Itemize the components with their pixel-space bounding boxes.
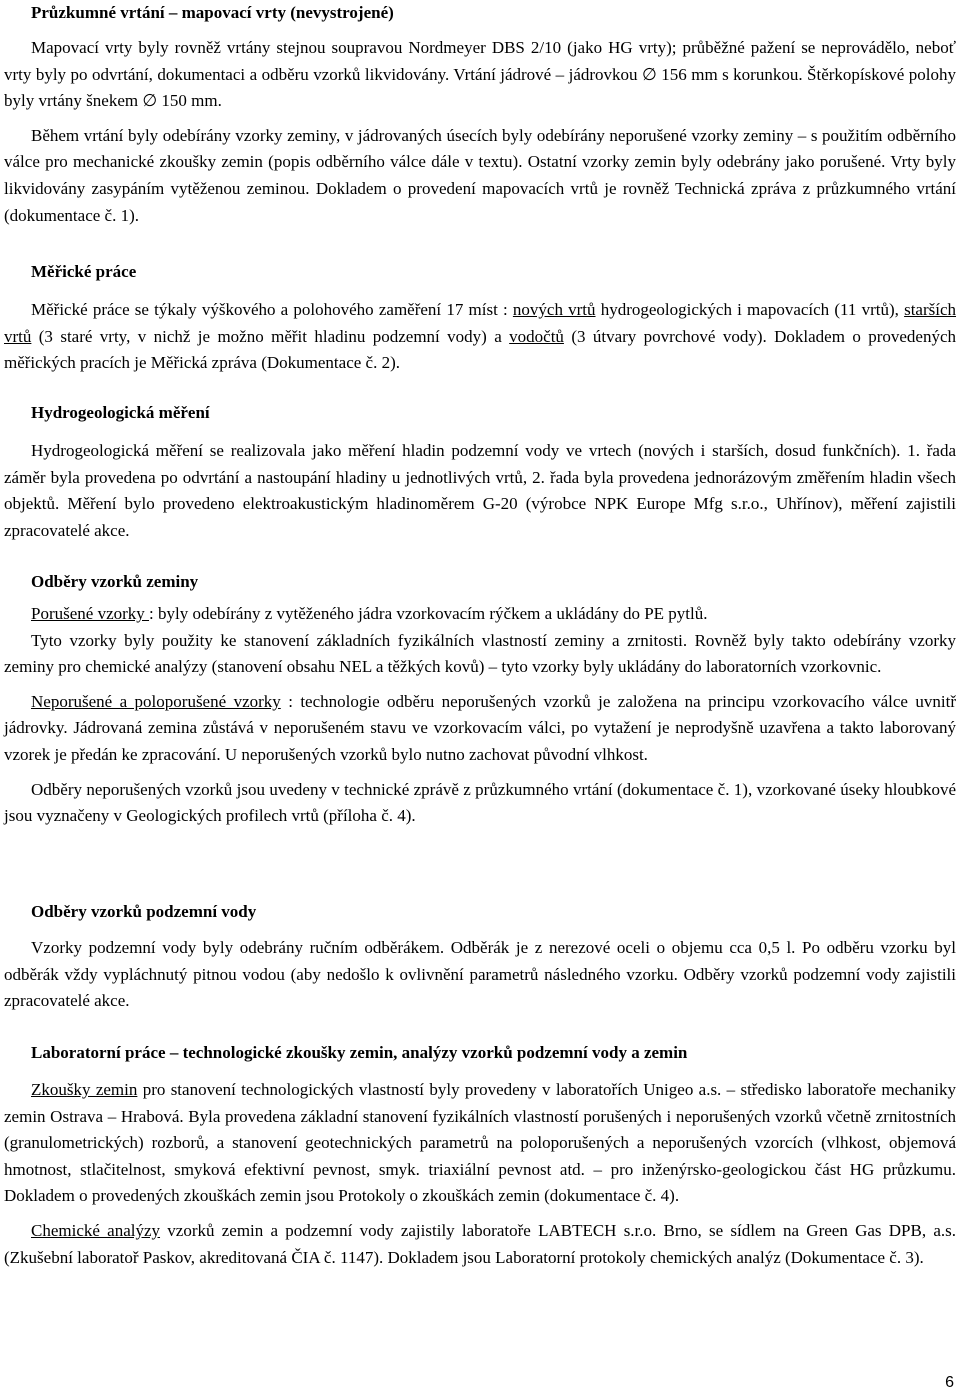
paragraph xyxy=(4,1218,956,1271)
section-body-groundwater-sampling xyxy=(4,935,956,1015)
text-run: Měřické práce se týkaly výškového a polohového zaměření 17 míst : xyxy=(31,300,513,319)
paragraph: Mapovací vrty byly rovněž vrtány stejnou soupravou Nordmeyer DBS 2/10 (jako HG vrty); průběžné pažení se neprovádělo, neboť vrty byly po odvrtání, dokumentaci a odběru vzorků likvidovány. Vrtání jádrové – jádrovkou ∅ 156 mm s korunkou. Štěrkopískové polohy byly vrtány šnekem ∅ 150 mm. xyxy=(4,38,956,111)
underlined-term: vodočtů xyxy=(509,326,564,346)
section-title-laboratory-work: Laboratorní práce – technologické zkoušky zemin, analýzy vzorků podzemní vody a zemin xyxy=(31,1043,688,1062)
section-body-soil-sampling xyxy=(4,601,956,830)
underlined-term: starších vrtů xyxy=(4,300,957,346)
underlined-term: Chemické analýzy xyxy=(31,1220,161,1240)
section-body-survey-works xyxy=(4,297,956,377)
text-run: vzorků zemin a podzemní vody zajistily laboratoře LABTECH s.r.o. Brno, se sídlem na Green Gas DPB, a.s. (Zkušební laboratoř Paskov, akreditovaná ČIA č. 1147). Dokladem jsou Laboratorní protokoly chemických analýz (Dokumentace č. 3). xyxy=(4,1220,956,1267)
section-title-survey-works: Měřické práce xyxy=(31,262,137,281)
underlined-term: Zkoušky zemin xyxy=(31,1080,138,1099)
section-body-laboratory-work xyxy=(4,1077,956,1271)
underlined-term: Neporušené a poloporušené vzorky xyxy=(31,691,281,711)
text-run: hydrogeologických i mapovacích (11 vrtů), xyxy=(595,300,905,319)
text-run: pro stanovení technologických vlastností byly provedeny v laboratořích Unigeo a.s. – středisko laboratoře mechaniky zemin Ostrava – Hrabová. Byla provedena základní stanovení fyzikálních vlastností porušených i neporušených vzorků včetně zrnitostních (granulometrických) rozborů, a stanovení geotechnických parametrů na poloporušených a neporušených vzorcích (vlhkost, objemová hmotnost, stlačitelnost, smyková efektivní pevnost, smyk. triaxiální pevnost atd. – pro inženýrsko-geologickou část HG průzkumu. Dokladem o provedených zkouškách zemin jsou Protokoly o zkouškách zemin (dokumentace č. 4). xyxy=(4,1080,956,1206)
section-body-mapping-boreholes xyxy=(4,35,956,229)
paragraph: Vzorky podzemní vody byly odebrány ručním odběrákem. Odběrák je z nerezové oceli o objemu cca 0,5 l. Po odběru vzorku byl odběrák vždy vypláchnutý pitnou vodou (aby nedošlo k ovlivnění parametrů následného vzorku. Odběry vzorků podzemní vody zajistili zpracovatelé akce. xyxy=(4,938,956,1011)
paragraph: Odběry neporušených vzorků jsou uvedeny v technické zprávě z průzkumného vrtání (dokumentace č. 1), vzorkované úseky hloubkové jsou vyznačeny v Geologických profilech vrtů (příloha č. 4). xyxy=(4,779,956,826)
paragraph: Během vrtání byly odebírány vzorky zeminy, v jádrovaných úsecích byly odebírány neporušené vzorky zeminy – s použitím odběrního válce pro mechanické zkoušky zemin (popis odběrního válce dále v textu). Ostatní vzorky zemin byly odebrány jako porušené. Vrty byly likvidovány zasypáním vytěženou zeminou. Dokladem o provedení mapovacích vrtů je rovněž Technická zpráva z průzkumného vrtání (dokumentace č. 1). xyxy=(4,125,956,225)
section-title-mapping-boreholes: Průzkumné vrtání – mapovací vrty (nevystrojené) xyxy=(31,3,394,22)
section-title-groundwater-sampling: Odběry vzorků podzemní vody xyxy=(31,902,257,921)
section-body-hydrogeological-measurements xyxy=(4,438,956,544)
text-run: : byly odebírány z vytěženého jádra vzorkovacím rýčkem a ukládány do PE pytlů. xyxy=(149,604,708,623)
paragraph xyxy=(4,1077,956,1210)
paragraph: Hydrogeologická měření se realizovala jako měření hladin podzemní vody ve vrtech (nových i starších, dosud funkčních). 1. řada záměr byla provedena po odvrtání a nastoupání hladiny u jednotlivých vrtů, 2. řada byla provedena jednorázovým změřením hladin všech objektů. Měření bylo provedeno elektroakustickým hladinoměrem G-20 (výrobce NPK Europe Mfg s.r.o., Uhřínov), měření zajistili zpracovatelé akce. xyxy=(4,441,956,540)
page-number: 6 xyxy=(945,1374,954,1391)
paragraph xyxy=(4,601,956,628)
text-run: (3 staré vrty, v nichž je možno měřit hladinu podzemní vody) a xyxy=(31,326,510,346)
section-title-soil-sampling: Odběry vzorků zeminy xyxy=(31,572,199,591)
underlined-term: Porušené vzorky xyxy=(31,604,150,623)
text-run: : technologie odběru neporušených vzorků je založena na principu vzorkovacího válce uvnitř jádrovky. Jádrovaná zemina zůstává v neporušeném stavu ve vzorkovacím válci, po vytažení je neprodyšně uzavřena a takto laborovaný vzorek je předán ke zpracování. U neporušených vzorků bylo nutno zachovat původní vlhkost. xyxy=(4,691,956,764)
paragraph xyxy=(4,689,956,769)
paragraph xyxy=(4,297,956,377)
underlined-term: nových vrtů xyxy=(512,300,596,319)
section-title-hydrogeological-measurements: Hydrogeologická měření xyxy=(31,403,210,422)
paragraph: Tyto vzorky byly použity ke stanovení základních fyzikálních vlastností zeminy a zrnitosti. Rovněž byly takto odebírány vzorky zeminy pro chemické analýzy (stanovení obsahu NEL a těžkých kovů) – tyto vzorky byly ukládány do laboratorních vzorkovnic. xyxy=(4,630,956,677)
text-run: (3 útvary povrchové vody). Dokladem o provedených měřických pracích je Měřická zpráva (Dokumentace č. 2). xyxy=(4,326,956,373)
